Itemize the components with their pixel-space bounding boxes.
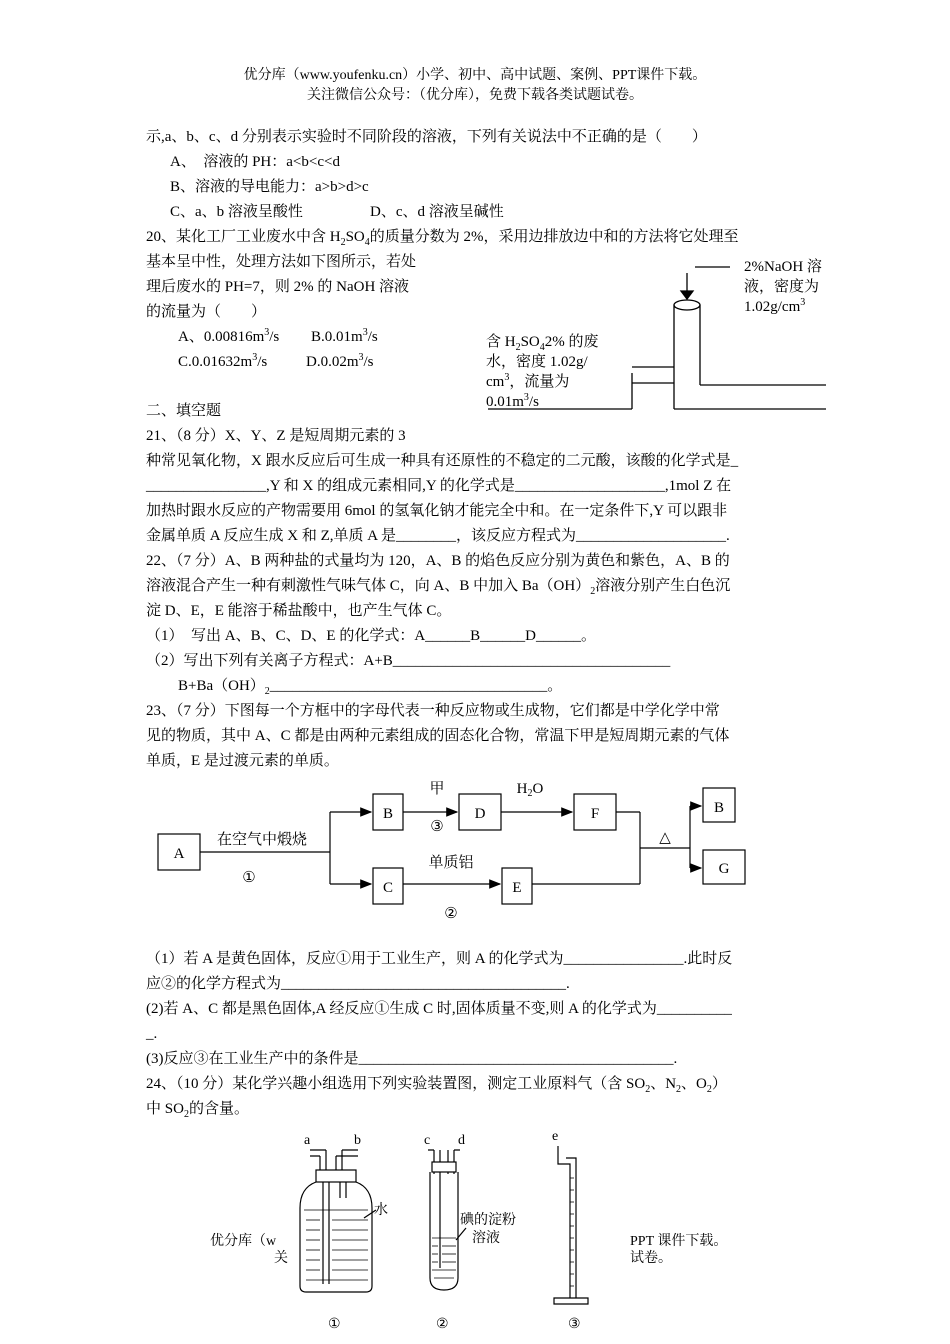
q22-line-3: 淀 D、E，E 能溶于稀盐酸中，也产生气体 C。 bbox=[146, 603, 452, 619]
q19-option-c: C、a、b 溶液呈酸性 bbox=[170, 204, 303, 220]
q20-line-1: 20、某化工厂工业废水中含 $H_2SO_4$的质量分数为 2%，采用边排放边中和的方法将它处理至 bbox=[146, 229, 739, 248]
q20-option-a: A、$0.00816m^3/s$ bbox=[178, 327, 280, 345]
q22-line-4: （1） 写出 A、B、C、D、E 的化学式：A______B______D______。 bbox=[146, 628, 597, 644]
q21-line-1: 21、（8 分）X、Y、Z 是短周期元素的 3 bbox=[146, 428, 406, 444]
label-f: F bbox=[590, 806, 600, 822]
q20-line-4: 的流量为（ ） bbox=[146, 304, 267, 320]
footer-left-2: 关 bbox=[274, 1251, 288, 1266]
q24-apparatus-figure bbox=[280, 1128, 610, 1344]
q19-stem: 示,a、b、c、d 分别表示实验时不同阶段的溶液，下列有关说法中不正确的是（ ） bbox=[146, 129, 707, 145]
label-tube-c: c bbox=[424, 1133, 431, 1148]
q22-line-1: 22、（7 分）A、B 两种盐的式量均为 120，A、B 的焰色反应分别为黄色和紫色，A、B 的 bbox=[146, 553, 730, 569]
naoh-label-1: 2%NaOH 溶 bbox=[744, 259, 822, 275]
q20-line-3: 理后废水的 PH=7，则 2% 的 NaOH 溶液 bbox=[146, 279, 410, 295]
label-water: $H_2O$ bbox=[516, 781, 544, 799]
q23-line-3: 单质，E 是过渡元素的单质。 bbox=[146, 753, 339, 769]
q21-line-5: 金属单质 A 反应生成 X 和 Z,单质 A 是________，该反应方程式为____________________. bbox=[146, 528, 730, 544]
q23-part-2a: (2)若 A、C 都是黑色固体,A 经反应①生成 C 时,固体质量不变,则 A 的化学式为__________ bbox=[146, 1001, 732, 1017]
footer-right-1: PPT 课件下载。 bbox=[630, 1234, 728, 1249]
label-iodine-1: 碘的淀粉 bbox=[460, 1213, 516, 1228]
label-e: E bbox=[512, 880, 522, 896]
q23-line-2: 见的物质，其中 A、C 都是由两种元素组成的固态化合物，常温下甲是短周期元素的气体 bbox=[146, 728, 730, 744]
label-jia: 甲 bbox=[429, 781, 445, 797]
section-title: 二、填空题 bbox=[146, 403, 222, 419]
q19-option-b: B、溶液的导电能力：a>b>d>c bbox=[170, 179, 369, 195]
q21-line-2: 种常见氧化物，X 跟水反应后可生成一种具有还原性的不稳定的二元酸，该酸的化学式是_ bbox=[146, 453, 739, 469]
label-step-3: ③ bbox=[430, 819, 444, 835]
label-a: A bbox=[173, 846, 185, 862]
label-b2: B bbox=[713, 800, 725, 816]
q19-option-d: D、c、d 溶液呈碱性 bbox=[370, 204, 504, 220]
header-line-2: 关注微信公众号：（优分库），免费下载各类试题试卷。 bbox=[307, 88, 643, 103]
label-d: D bbox=[474, 806, 486, 822]
label-g: G bbox=[718, 861, 730, 877]
naoh-arrow-head bbox=[681, 291, 693, 299]
label-apparatus-1: ① bbox=[328, 1317, 341, 1332]
q22-line-6: $B+Ba(OH)_2\_\_\_\_\_\_\_\_\_\_\_\_\_\_\_\_\_\_\_\_\_\_\_\_\_\_\_\_\_\_\_\_\_\_\_\_\_$。 bbox=[178, 678, 563, 697]
label-iodine-2: 溶液 bbox=[472, 1231, 500, 1246]
label-aluminum: 单质铝 bbox=[428, 855, 474, 871]
q23-flow-diagram bbox=[150, 772, 770, 942]
header-line-1: 优分库（www.youfenku.cn）小学、初中、高中试题、案例、PPT课件下载。 bbox=[243, 68, 707, 83]
label-tube-d: d bbox=[458, 1133, 465, 1148]
q23-part-3: (3)反应③在工业生产中的条件是__________________________________________. bbox=[146, 1051, 678, 1067]
q23-part-1b: 应②的化学方程式为______________________________________. bbox=[146, 976, 570, 992]
q24-line-1: 24、（10 分）某化学兴趣小组选用下列实验装置图，测定工业原料气（含 $SO_2$、$N_2$、$O_2$） bbox=[146, 1076, 727, 1095]
label-step-2: ② bbox=[444, 906, 458, 922]
waste-label-4: $0.01m^3/s$ bbox=[486, 392, 539, 410]
q23-line-1: 23、（7 分）下图每一个方框中的字母代表一种反应物或生成物，它们都是中学化学中常 bbox=[146, 703, 720, 719]
q21-line-3: ________________,Y 和 X 的组成元素相同,Y 的化学式是____________________,1mol Z 在 bbox=[146, 478, 732, 494]
label-heat: △ bbox=[659, 830, 671, 846]
naoh-label-2: 液，密度为 bbox=[744, 279, 820, 295]
label-c: C bbox=[382, 880, 394, 896]
label-tube-a: a bbox=[304, 1133, 311, 1148]
waste-label-2: 水，密度 1.02g/ bbox=[486, 354, 588, 370]
waste-label-3: $cm^3$，流量为 bbox=[486, 372, 570, 390]
q22-line-2: 溶液混合产生一种有刺激性气味气体 C，向 A、B 中加入 $Ba(OH)_2$溶液分别产生白色沉 bbox=[146, 578, 731, 597]
q21-line-4: 加热时跟水反应的产物需要用 6mol 的氢氧化钠才能完全中和。在一定条件下,Y 可以跟非 bbox=[146, 503, 728, 519]
q23-part-2b: _. bbox=[146, 1026, 158, 1042]
q22-line-5: （2）写出下列有关离子方程式：A+B_____________________________________ bbox=[146, 653, 671, 669]
q20-option-b: $B.0.01m^3/s$ bbox=[311, 327, 378, 345]
label-tube-b: b bbox=[354, 1133, 361, 1148]
waste-label-1: 含 $H_2SO_42\%$ 的废 bbox=[486, 334, 599, 353]
label-calcine: 在空气中煅烧 bbox=[216, 832, 308, 848]
label-apparatus-3: ③ bbox=[568, 1317, 581, 1332]
q20-option-d: $D.0.02m^3/s$ bbox=[306, 352, 374, 370]
q19-option-a: A、 溶液的 PH：a<b<c<d bbox=[170, 154, 340, 170]
q20-line-2: 基本呈中性，处理方法如下图所示，若处 bbox=[146, 254, 417, 270]
label-water: 水 bbox=[374, 1203, 388, 1218]
label-tube-e: e bbox=[552, 1129, 559, 1144]
label-apparatus-2: ② bbox=[436, 1317, 449, 1332]
q24-line-2: 中 $SO_2$的含量。 bbox=[146, 1101, 249, 1120]
naoh-pipe-top bbox=[674, 300, 700, 310]
naoh-label-3: $1.02g/cm^3$ bbox=[744, 297, 806, 315]
label-step-1: ① bbox=[242, 870, 256, 886]
label-b: B bbox=[382, 806, 394, 822]
q20-option-c: $C.0.01632m^3/s$ bbox=[178, 352, 268, 370]
footer-right-2: 试卷。 bbox=[630, 1251, 672, 1266]
footer-left-1: 优分库（w bbox=[210, 1234, 277, 1249]
q23-part-1a: （1）若 A 是黄色固体，反应①用于工业生产，则 A 的化学式为________________.此时反 bbox=[146, 951, 733, 967]
